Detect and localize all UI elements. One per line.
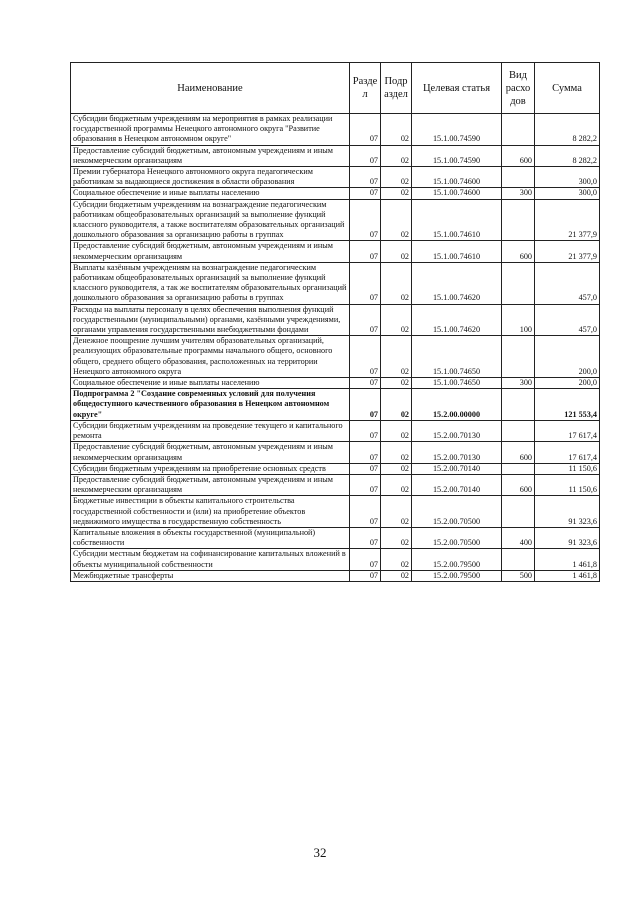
row-amount: 21 377,9	[535, 241, 600, 262]
row-name: Выплаты казённым учреждениям на вознаграждение педагогическим работникам общеобразовательных организаций за выполнение функций классного руководителя, а так же воспитателям образовательных организаций дошкольного образования за организацию работы в группах	[71, 262, 350, 304]
row-subsection: 02	[381, 463, 412, 474]
row-section: 07	[350, 167, 381, 188]
row-target-article: 15.2.00.79500	[412, 549, 502, 570]
row-subsection: 02	[381, 145, 412, 166]
row-section: 07	[350, 114, 381, 146]
table-row	[71, 262, 600, 304]
row-section: 07	[350, 378, 381, 389]
row-name: Бюджетные инвестиции в объекты капитального строительства государственной собственности и (или) на приобретение объектов недвижимого имущества в государственную собственность	[71, 496, 350, 528]
row-expense-type: 100	[502, 304, 535, 336]
row-subsection: 02	[381, 304, 412, 336]
row-subsection: 02	[381, 527, 412, 548]
row-subsection: 02	[381, 442, 412, 463]
row-target-article: 15.2.00.00000	[412, 389, 502, 421]
row-name: Предоставление субсидий бюджетным, автономным учреждениям и иным некоммерческим организациям	[71, 442, 350, 463]
table-row	[71, 442, 600, 463]
row-expense-type: 600	[502, 442, 535, 463]
row-expense-type	[502, 463, 535, 474]
table-row	[71, 549, 600, 570]
row-subsection: 02	[381, 389, 412, 421]
table-row	[71, 336, 600, 378]
row-target-article: 15.1.00.74620	[412, 304, 502, 336]
row-expense-type: 300	[502, 378, 535, 389]
row-expense-type: 600	[502, 474, 535, 495]
row-expense-type	[502, 262, 535, 304]
row-target-article: 15.1.00.74610	[412, 199, 502, 241]
table-row	[71, 378, 600, 389]
row-amount: 17 617,4	[535, 442, 600, 463]
header-target-article: Целевая статья	[412, 63, 502, 114]
row-amount: 200,0	[535, 336, 600, 378]
row-section: 07	[350, 549, 381, 570]
row-expense-type	[502, 336, 535, 378]
table-row	[71, 167, 600, 188]
row-amount: 91 323,6	[535, 527, 600, 548]
row-subsection: 02	[381, 570, 412, 581]
table-row	[71, 114, 600, 146]
table-row	[71, 463, 600, 474]
row-name: Денежное поощрение лучшим учителям образовательных организаций, реализующих образовательные программы начального общего, основного общего, среднего общего образования, расположенных на территории Ненецкого автономного округа	[71, 336, 350, 378]
header-expense-type: Вид расхо дов	[502, 63, 535, 114]
table-row	[71, 474, 600, 495]
row-expense-type	[502, 389, 535, 421]
row-amount: 91 323,6	[535, 496, 600, 528]
row-amount: 11 150,6	[535, 463, 600, 474]
budget-table	[70, 62, 600, 582]
row-subsection: 02	[381, 474, 412, 495]
row-section: 07	[350, 304, 381, 336]
header-section: Разде л	[350, 63, 381, 114]
row-subsection: 02	[381, 114, 412, 146]
row-name: Подпрограмма 2 "Создание современных условий для получения общедоступного качественного образования в Ненецком автономном округе"	[71, 389, 350, 421]
row-amount: 300,0	[535, 167, 600, 188]
row-amount: 200,0	[535, 378, 600, 389]
row-expense-type	[502, 496, 535, 528]
table-row	[71, 496, 600, 528]
row-section: 07	[350, 442, 381, 463]
page-number: 32	[313, 845, 327, 860]
row-amount: 11 150,6	[535, 474, 600, 495]
row-section: 07	[350, 262, 381, 304]
row-target-article: 15.2.00.70500	[412, 496, 502, 528]
row-section: 07	[350, 336, 381, 378]
row-expense-type	[502, 114, 535, 146]
row-section: 07	[350, 420, 381, 441]
row-target-article: 15.1.00.74600	[412, 188, 502, 199]
row-subsection: 02	[381, 336, 412, 378]
row-target-article: 15.2.00.70140	[412, 463, 502, 474]
row-amount: 1 461,8	[535, 549, 600, 570]
row-expense-type	[502, 420, 535, 441]
row-name: Субсидии бюджетным учреждениям на приобретение основных средств	[71, 463, 350, 474]
row-amount: 8 282,2	[535, 145, 600, 166]
row-expense-type	[502, 199, 535, 241]
row-section: 07	[350, 188, 381, 199]
row-target-article: 15.1.00.74610	[412, 241, 502, 262]
row-expense-type: 500	[502, 570, 535, 581]
row-subsection: 02	[381, 420, 412, 441]
row-target-article: 15.1.00.74650	[412, 336, 502, 378]
header-row	[71, 63, 600, 114]
row-section: 07	[350, 463, 381, 474]
table-row	[71, 241, 600, 262]
table-row	[71, 570, 600, 581]
header-name: Наименование	[71, 63, 350, 114]
table-row	[71, 420, 600, 441]
row-amount: 8 282,2	[535, 114, 600, 146]
row-subsection: 02	[381, 188, 412, 199]
row-expense-type	[502, 549, 535, 570]
row-target-article: 15.2.00.70500	[412, 527, 502, 548]
table-row	[71, 188, 600, 199]
row-target-article: 15.1.00.74590	[412, 114, 502, 146]
row-target-article: 15.1.00.74650	[412, 378, 502, 389]
row-amount: 457,0	[535, 304, 600, 336]
row-name: Премии губернатора Ненецкого автономного округа педагогическим работникам за выдающиеся достижения в области образования	[71, 167, 350, 188]
row-name: Предоставление субсидий бюджетным, автономным учреждениям и иным некоммерческим организациям	[71, 241, 350, 262]
row-name: Предоставление субсидий бюджетным, автономным учреждениям и иным некоммерческим организациям	[71, 145, 350, 166]
row-target-article: 15.2.00.70130	[412, 420, 502, 441]
table-body	[71, 114, 600, 582]
row-name: Социальное обеспечение и иные выплаты населению	[71, 378, 350, 389]
row-expense-type: 600	[502, 145, 535, 166]
row-subsection: 02	[381, 167, 412, 188]
header-subsection: Подр аздел	[381, 63, 412, 114]
row-subsection: 02	[381, 496, 412, 528]
table-row	[71, 145, 600, 166]
row-section: 07	[350, 199, 381, 241]
row-section: 07	[350, 145, 381, 166]
row-subsection: 02	[381, 241, 412, 262]
row-target-article: 15.2.00.70130	[412, 442, 502, 463]
row-subsection: 02	[381, 199, 412, 241]
row-amount: 21 377,9	[535, 199, 600, 241]
row-section: 07	[350, 389, 381, 421]
row-expense-type: 600	[502, 241, 535, 262]
row-name: Капитальные вложения в объекты государственной (муниципальной) собственности	[71, 527, 350, 548]
row-name: Расходы на выплаты персоналу в целях обеспечения выполнения функций государственными (муниципальными) органами, казёнными учреждениями, органами управления государственными внебюджетными фондами	[71, 304, 350, 336]
header-amount: Сумма	[535, 63, 600, 114]
row-section: 07	[350, 527, 381, 548]
row-expense-type: 400	[502, 527, 535, 548]
row-name: Субсидии бюджетным учреждениям на проведение текущего и капитального ремонта	[71, 420, 350, 441]
row-amount: 300,0	[535, 188, 600, 199]
row-name: Субсидии местным бюджетам на софинансирование капитальных вложений в объекты муниципальной собственности	[71, 549, 350, 570]
row-expense-type	[502, 167, 535, 188]
row-amount: 1 461,8	[535, 570, 600, 581]
row-name: Межбюджетные трансферты	[71, 570, 350, 581]
row-name: Субсидии бюджетным учреждениям на мероприятия в рамках реализации государственной программы Ненецкого автономного округа "Развитие образования в Ненецком автономном округе"	[71, 114, 350, 146]
table-row	[71, 199, 600, 241]
row-target-article: 15.1.00.74620	[412, 262, 502, 304]
row-target-article: 15.1.00.74590	[412, 145, 502, 166]
row-section: 07	[350, 570, 381, 581]
table-row	[71, 304, 600, 336]
subprogram-row	[71, 389, 600, 421]
row-target-article: 15.1.00.74600	[412, 167, 502, 188]
row-target-article: 15.2.00.70140	[412, 474, 502, 495]
row-name: Субсидии бюджетным учреждениям на вознаграждение педагогическим работникам общеобразовательных организаций за выполнение функций классного руководителя, а также воспитателям образовательных организаций дошкольного образования за организацию работы в группах	[71, 199, 350, 241]
row-amount: 457,0	[535, 262, 600, 304]
row-target-article: 15.2.00.79500	[412, 570, 502, 581]
row-section: 07	[350, 241, 381, 262]
row-name: Предоставление субсидий бюджетным, автономным учреждениям и иным некоммерческим организациям	[71, 474, 350, 495]
row-subsection: 02	[381, 549, 412, 570]
row-section: 07	[350, 474, 381, 495]
row-section: 07	[350, 496, 381, 528]
row-amount: 17 617,4	[535, 420, 600, 441]
row-subsection: 02	[381, 262, 412, 304]
row-amount: 121 553,4	[535, 389, 600, 421]
row-name: Социальное обеспечение и иные выплаты населению	[71, 188, 350, 199]
row-subsection: 02	[381, 378, 412, 389]
table-row	[71, 527, 600, 548]
row-expense-type: 300	[502, 188, 535, 199]
